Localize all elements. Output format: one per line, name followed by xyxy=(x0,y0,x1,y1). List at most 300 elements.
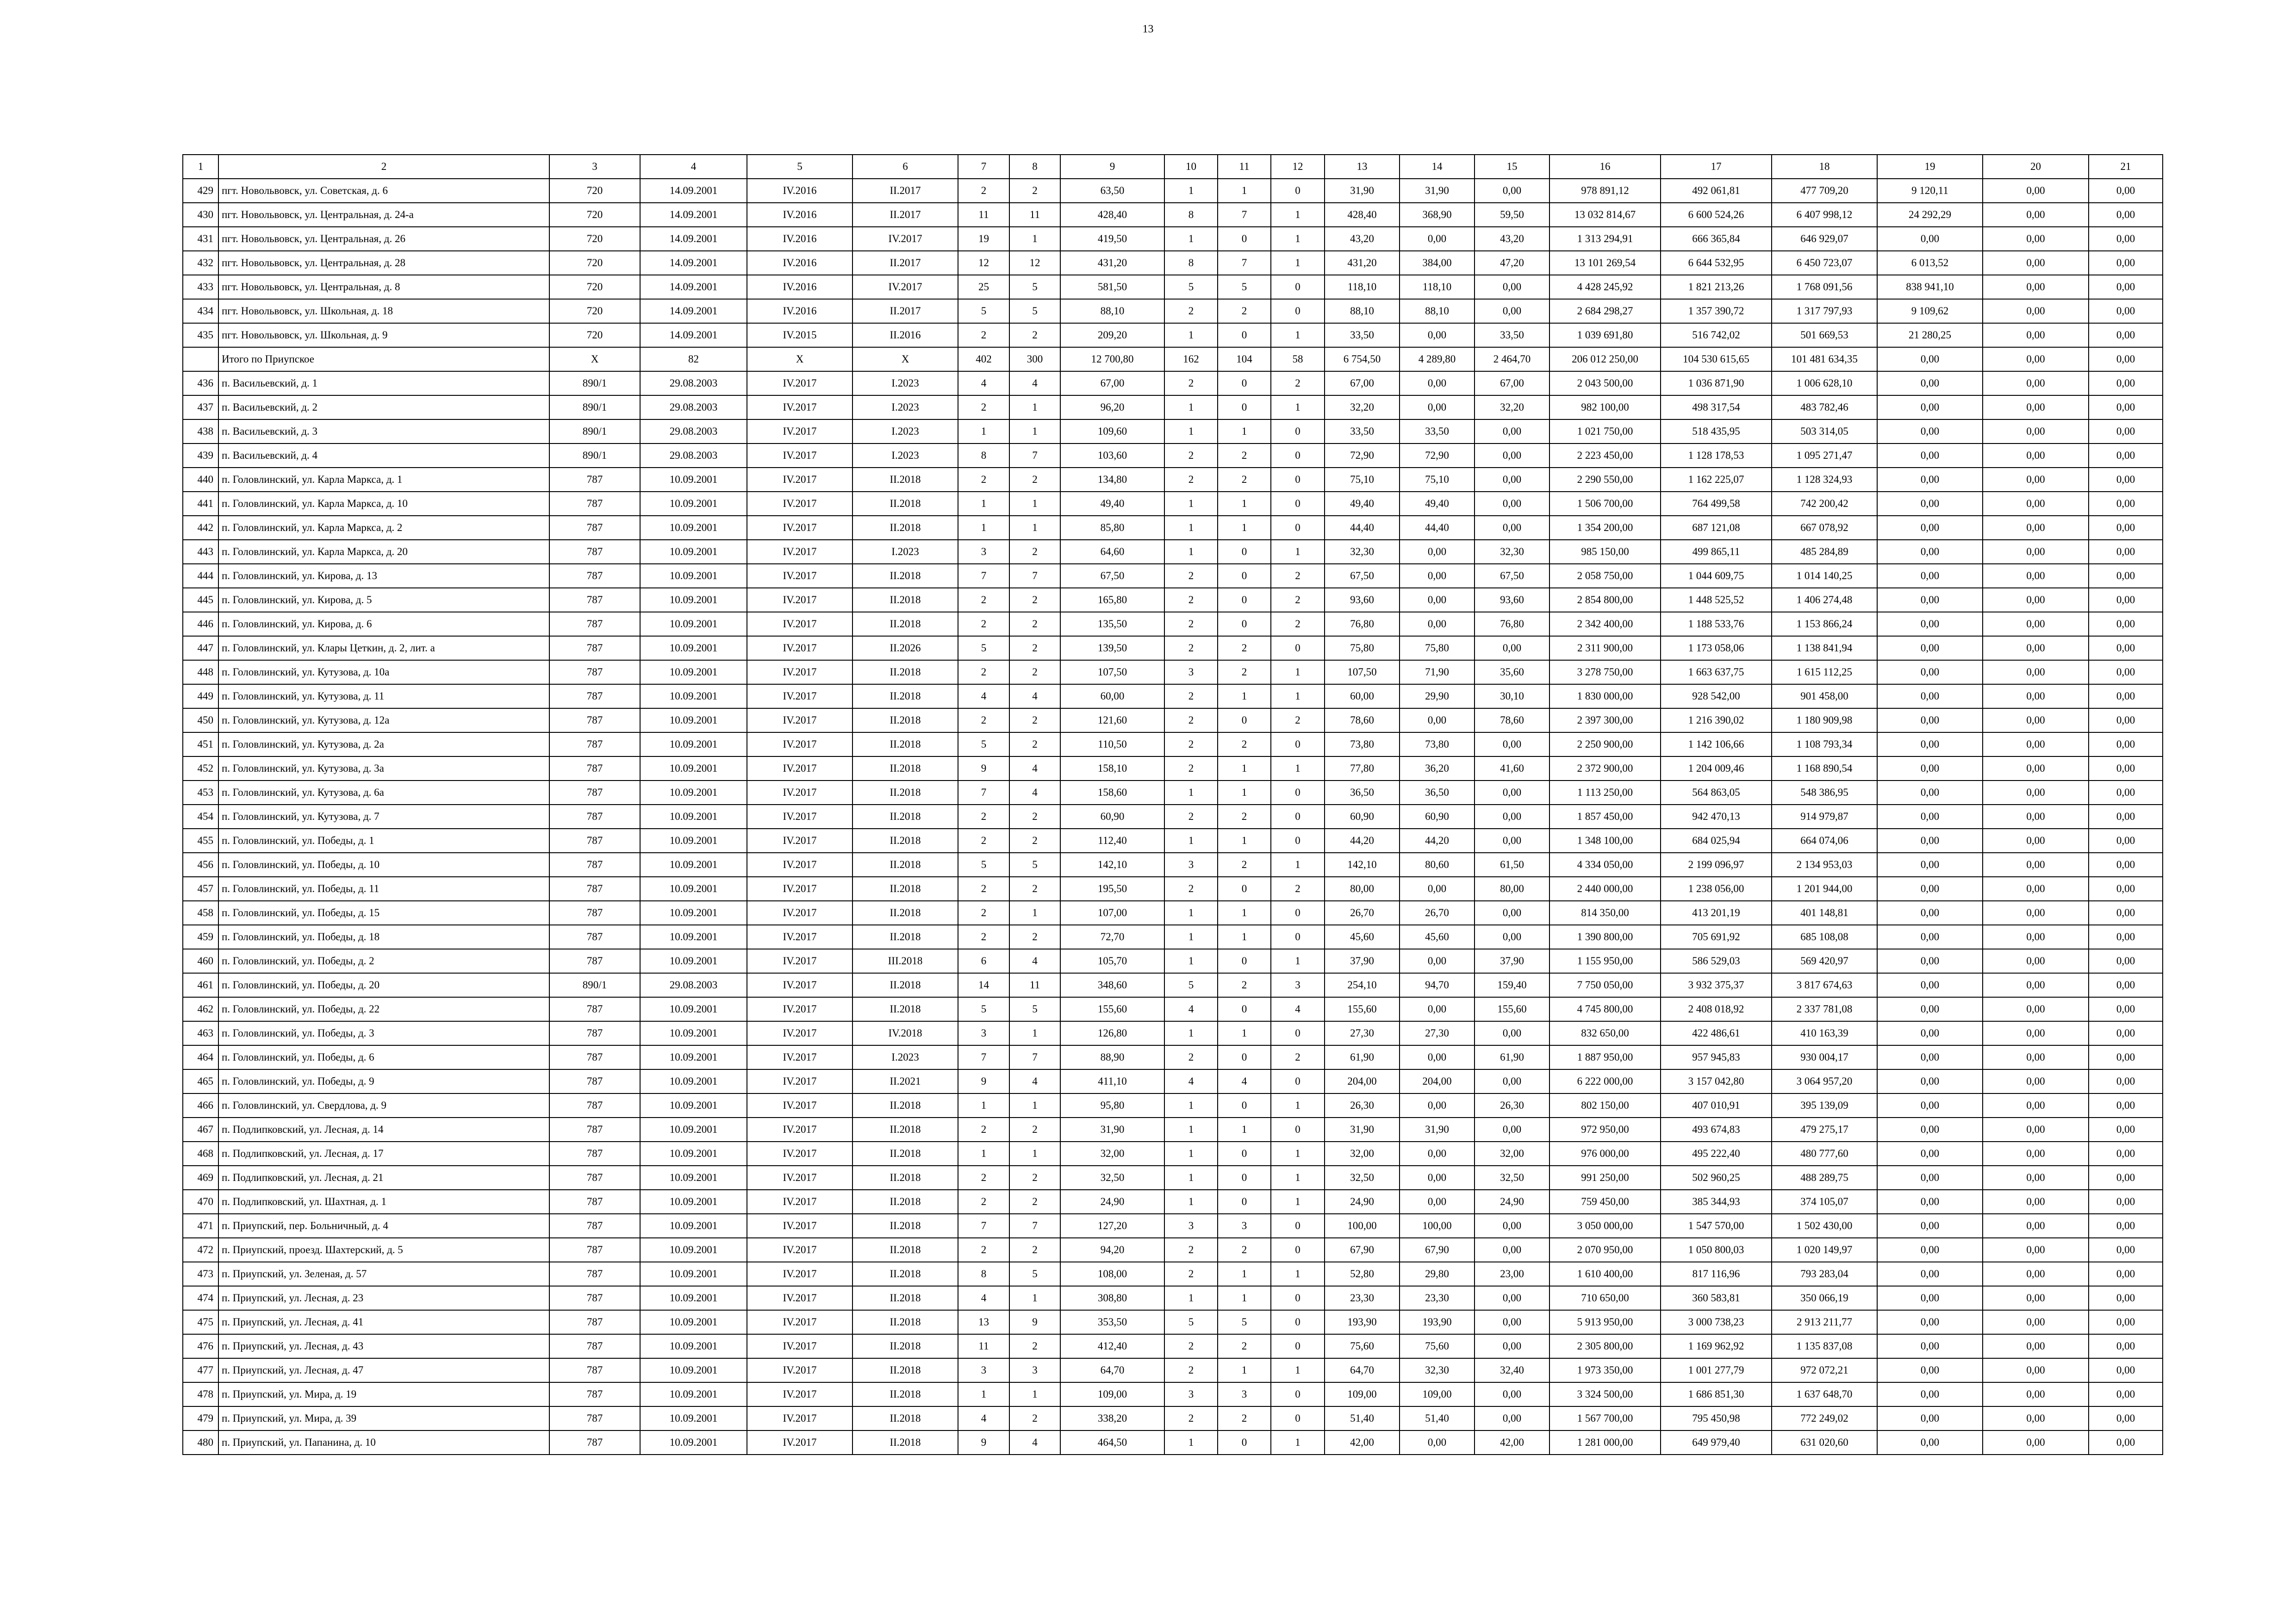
table-cell: 456 xyxy=(183,853,218,877)
table-cell: 0,00 xyxy=(1983,1142,2089,1166)
table-cell: 445 xyxy=(183,588,218,612)
table-cell: п. Головлинский, ул. Клары Цеткин, д. 2, лит. а xyxy=(218,636,549,660)
table-cell: 0,00 xyxy=(1877,684,1983,708)
table-cell: 2 xyxy=(958,925,1009,949)
table-cell: 10.09.2001 xyxy=(640,1190,747,1214)
column-number-cell: 9 xyxy=(1060,155,1164,179)
column-number-row xyxy=(183,155,2163,179)
table-cell: 0,00 xyxy=(2089,347,2163,371)
table-cell: IV.2017 xyxy=(747,1286,852,1310)
table-cell: 67,50 xyxy=(1475,564,1549,588)
table-cell: 473 xyxy=(183,1262,218,1286)
table-cell: 759 450,00 xyxy=(1549,1190,1661,1214)
table-cell: п. Приупский, ул. Мира, д. 39 xyxy=(218,1406,549,1430)
table-row xyxy=(183,1286,2163,1310)
table-cell: 384,00 xyxy=(1400,251,1475,275)
table-cell: 498 317,54 xyxy=(1661,395,1772,419)
table-cell: 454 xyxy=(183,805,218,829)
table-cell: 10.09.2001 xyxy=(640,853,747,877)
table-row xyxy=(183,540,2163,564)
table-cell: 787 xyxy=(549,1142,640,1166)
table-cell: 155,60 xyxy=(1060,997,1164,1021)
table-cell: 2 xyxy=(1009,925,1060,949)
table-cell: п. Приупский, ул. Мира, д. 19 xyxy=(218,1382,549,1406)
table-cell: 32,50 xyxy=(1475,1166,1549,1190)
table-cell: 1 xyxy=(958,1382,1009,1406)
table-cell: 0,00 xyxy=(2089,1286,2163,1310)
table-cell: 5 xyxy=(958,636,1009,660)
table-cell: 0,00 xyxy=(1983,684,2089,708)
table-cell: 461 xyxy=(183,973,218,997)
table-cell: 0,00 xyxy=(1877,1021,1983,1045)
table-cell: 6 222 000,00 xyxy=(1549,1069,1661,1093)
table-cell: 385 344,93 xyxy=(1661,1190,1772,1214)
table-cell: 26,30 xyxy=(1475,1093,1549,1118)
table-cell: 4 xyxy=(1218,1069,1271,1093)
table-cell: 459 xyxy=(183,925,218,949)
table-row xyxy=(183,251,2163,275)
table-cell: 787 xyxy=(549,708,640,732)
table-cell: 972 950,00 xyxy=(1549,1118,1661,1142)
table-cell: 419,50 xyxy=(1060,227,1164,251)
table-cell: 77,80 xyxy=(1325,756,1400,781)
table-cell: 134,80 xyxy=(1060,468,1164,492)
table-cell: 75,60 xyxy=(1400,1334,1475,1358)
table-cell: 1 281 000,00 xyxy=(1549,1430,1661,1455)
table-cell: Итого по Приупское xyxy=(218,347,549,371)
table-cell: 4 xyxy=(1271,997,1325,1021)
table-cell: 29.08.2003 xyxy=(640,973,747,997)
table-cell: 0,00 xyxy=(1983,1021,2089,1045)
table-cell: 24,90 xyxy=(1060,1190,1164,1214)
table-cell: 0,00 xyxy=(1475,468,1549,492)
table-cell: 0,00 xyxy=(2089,1166,2163,1190)
table-cell: 2 xyxy=(1009,660,1060,684)
table-cell: 10.09.2001 xyxy=(640,805,747,829)
table-cell: 0,00 xyxy=(1983,949,2089,973)
column-number-cell: 20 xyxy=(1983,155,2089,179)
table-cell: IV.2017 xyxy=(747,853,852,877)
table-cell: 80,00 xyxy=(1475,877,1549,901)
table-cell: 649 979,40 xyxy=(1661,1430,1772,1455)
table-cell: пгт. Новольвовск, ул. Центральная, д. 8 xyxy=(218,275,549,299)
column-number-cell: 2 xyxy=(218,155,549,179)
column-number-cell: 8 xyxy=(1009,155,1060,179)
table-cell: 2 xyxy=(1009,179,1060,203)
table-cell: 1 686 851,30 xyxy=(1661,1382,1772,1406)
table-cell: IV.2017 xyxy=(747,877,852,901)
table-cell: 0,00 xyxy=(1475,1238,1549,1262)
table-cell: IV.2017 xyxy=(747,1190,852,1214)
table-cell: 2 xyxy=(958,660,1009,684)
table-cell: 787 xyxy=(549,1190,640,1214)
table-cell: 360 583,81 xyxy=(1661,1286,1772,1310)
table-cell: 0,00 xyxy=(1983,1406,2089,1430)
table-cell: 0,00 xyxy=(1400,1045,1475,1069)
table-cell: 687 121,08 xyxy=(1661,516,1772,540)
table-row xyxy=(183,1045,2163,1069)
table-row xyxy=(183,1334,2163,1358)
table-cell: 449 xyxy=(183,684,218,708)
table-cell: 0,00 xyxy=(1475,925,1549,949)
table-cell: 10.09.2001 xyxy=(640,636,747,660)
table-cell: 1 610 400,00 xyxy=(1549,1262,1661,1286)
table-cell: 1 xyxy=(1218,781,1271,805)
table-cell: 7 xyxy=(1218,251,1271,275)
table-cell: 787 xyxy=(549,1286,640,1310)
table-cell: 10.09.2001 xyxy=(640,756,747,781)
table-cell: 0,00 xyxy=(1983,973,2089,997)
table-cell: 26,70 xyxy=(1325,901,1400,925)
table-cell: 93,60 xyxy=(1325,588,1400,612)
table-cell: 135,50 xyxy=(1060,612,1164,636)
table-cell: 458 xyxy=(183,901,218,925)
table-cell: 3 000 738,23 xyxy=(1661,1310,1772,1334)
table-cell: 109,00 xyxy=(1400,1382,1475,1406)
table-cell: 49,40 xyxy=(1325,492,1400,516)
table-cell: 569 420,97 xyxy=(1772,949,1877,973)
table-cell: II.2017 xyxy=(852,203,958,227)
table-cell: 1 973 350,00 xyxy=(1549,1358,1661,1382)
table-cell: 51,40 xyxy=(1325,1406,1400,1430)
table-cell: 443 xyxy=(183,540,218,564)
table-cell: 59,50 xyxy=(1475,203,1549,227)
table-cell: 431,20 xyxy=(1060,251,1164,275)
table-cell: 9 109,62 xyxy=(1877,299,1983,323)
table-cell: 0,00 xyxy=(1983,901,2089,925)
table-cell: 0,00 xyxy=(1400,612,1475,636)
table-cell: 45,60 xyxy=(1400,925,1475,949)
table-cell: 0,00 xyxy=(1877,1310,1983,1334)
table-cell: 0,00 xyxy=(1983,612,2089,636)
table-cell: п. Приупский, ул. Лесная, д. 41 xyxy=(218,1310,549,1334)
table-cell: 45,60 xyxy=(1325,925,1400,949)
table-cell: 1 044 609,75 xyxy=(1661,564,1772,588)
table-cell: II.2018 xyxy=(852,1142,958,1166)
table-cell: 0,00 xyxy=(2089,468,2163,492)
table-cell: 985 150,00 xyxy=(1549,540,1661,564)
table-cell: 787 xyxy=(549,1310,640,1334)
table-row xyxy=(183,805,2163,829)
table-cell: 0,00 xyxy=(1877,1045,1983,1069)
table-cell: 127,20 xyxy=(1060,1214,1164,1238)
table-cell: 0,00 xyxy=(2089,1214,2163,1238)
table-cell: 0 xyxy=(1271,299,1325,323)
table-cell: 548 386,95 xyxy=(1772,781,1877,805)
table-cell: 61,50 xyxy=(1475,853,1549,877)
table-cell: 0,00 xyxy=(1983,203,2089,227)
table-cell: 802 150,00 xyxy=(1549,1093,1661,1118)
table-cell: 67,00 xyxy=(1060,371,1164,395)
table-cell: 0,00 xyxy=(1983,636,2089,660)
table-cell: 10.09.2001 xyxy=(640,1430,747,1455)
table-cell: п. Головлинский, ул. Победы, д. 22 xyxy=(218,997,549,1021)
table-cell: 787 xyxy=(549,1358,640,1382)
table-cell: 7 xyxy=(1009,564,1060,588)
table-cell: 0,00 xyxy=(1983,347,2089,371)
table-cell: 4 xyxy=(1009,1069,1060,1093)
table-cell: 0 xyxy=(1271,732,1325,756)
table-row xyxy=(183,419,2163,443)
table-cell: 787 xyxy=(549,901,640,925)
table-cell: 0,00 xyxy=(1877,564,1983,588)
table-cell: 493 674,83 xyxy=(1661,1118,1772,1142)
table-cell: 2 xyxy=(1164,564,1218,588)
table-cell: 61,90 xyxy=(1475,1045,1549,1069)
table-cell: 0,00 xyxy=(1877,1286,1983,1310)
table-cell: IV.2016 xyxy=(747,275,852,299)
table-cell: 472 xyxy=(183,1238,218,1262)
table-cell: 14.09.2001 xyxy=(640,203,747,227)
table-cell: 3 932 375,37 xyxy=(1661,973,1772,997)
table-cell: 2 xyxy=(1218,732,1271,756)
table-cell: 787 xyxy=(549,877,640,901)
table-cell: 2 311 900,00 xyxy=(1549,636,1661,660)
table-cell: п. Приупский, пер. Больничный, д. 4 xyxy=(218,1214,549,1238)
table-cell: 6 450 723,07 xyxy=(1772,251,1877,275)
table-cell: 1 xyxy=(1218,1118,1271,1142)
table-cell: 2 223 450,00 xyxy=(1549,443,1661,468)
column-number-cell: 13 xyxy=(1325,155,1400,179)
table-cell: 480 777,60 xyxy=(1772,1142,1877,1166)
table-cell: 0,00 xyxy=(2089,419,2163,443)
table-cell: п. Головлинский, ул. Кутузова, д. 11 xyxy=(218,684,549,708)
table-cell: 1 xyxy=(1009,395,1060,419)
table-cell: 501 669,53 xyxy=(1772,323,1877,347)
table-cell: 0,00 xyxy=(1983,419,2089,443)
table-cell: 914 979,87 xyxy=(1772,805,1877,829)
table-cell: 3 xyxy=(958,1021,1009,1045)
table-cell: 109,00 xyxy=(1060,1382,1164,1406)
table-cell: 436 xyxy=(183,371,218,395)
table-cell: 787 xyxy=(549,540,640,564)
table-cell: 1 xyxy=(1009,901,1060,925)
table-cell: пгт. Новольвовск, ул. Центральная, д. 28 xyxy=(218,251,549,275)
table-cell: 4 428 245,92 xyxy=(1549,275,1661,299)
table-cell: 0,00 xyxy=(1877,371,1983,395)
table-cell: 2 xyxy=(1218,1334,1271,1358)
table-cell: 1 xyxy=(1218,901,1271,925)
table-cell: 0 xyxy=(1218,1093,1271,1118)
table-cell: 431,20 xyxy=(1325,251,1400,275)
table-cell: 52,80 xyxy=(1325,1262,1400,1286)
page-number: 13 xyxy=(1142,23,1154,35)
table-cell: 37,90 xyxy=(1325,949,1400,973)
table-cell: 667 078,92 xyxy=(1772,516,1877,540)
table-cell: 29.08.2003 xyxy=(640,419,747,443)
table-cell: 4 xyxy=(958,371,1009,395)
table-cell: 155,60 xyxy=(1325,997,1400,1021)
table-cell: 44,40 xyxy=(1400,516,1475,540)
table-cell: 72,90 xyxy=(1325,443,1400,468)
table-cell: 368,90 xyxy=(1400,203,1475,227)
table-cell: 586 529,03 xyxy=(1661,949,1772,973)
table-cell: 720 xyxy=(549,299,640,323)
table-cell: II.2018 xyxy=(852,1358,958,1382)
table-cell: 787 xyxy=(549,1406,640,1430)
table-cell: 103,60 xyxy=(1060,443,1164,468)
table-cell: 1 xyxy=(1218,1021,1271,1045)
table-cell: 1 xyxy=(1009,1382,1060,1406)
table-cell: III.2018 xyxy=(852,949,958,973)
table-cell: IV.2017 xyxy=(747,1093,852,1118)
table-cell: 0,00 xyxy=(1475,492,1549,516)
table-cell: 0,00 xyxy=(1877,395,1983,419)
table-row xyxy=(183,323,2163,347)
table-cell: 787 xyxy=(549,492,640,516)
table-cell: 7 xyxy=(958,781,1009,805)
table-cell: 1 128 324,93 xyxy=(1772,468,1877,492)
table-cell: 1 xyxy=(1218,492,1271,516)
table-cell: 942 470,13 xyxy=(1661,805,1772,829)
table-cell: 0,00 xyxy=(1877,1190,1983,1214)
table-cell: 109,60 xyxy=(1060,419,1164,443)
table-cell: 1 238 056,00 xyxy=(1661,877,1772,901)
table-cell: 0,00 xyxy=(1983,443,2089,468)
table-cell: 10.09.2001 xyxy=(640,708,747,732)
table-cell: 720 xyxy=(549,227,640,251)
table-cell: 63,50 xyxy=(1060,179,1164,203)
table-cell: IV.2017 xyxy=(747,660,852,684)
table-row xyxy=(183,371,2163,395)
table-cell: 10.09.2001 xyxy=(640,1334,747,1358)
table-cell: 451 xyxy=(183,732,218,756)
table-cell: п. Васильевский, д. 2 xyxy=(218,395,549,419)
table-cell: 0,00 xyxy=(1983,1238,2089,1262)
table-cell: 29.08.2003 xyxy=(640,443,747,468)
table-cell: 13 101 269,54 xyxy=(1549,251,1661,275)
table-cell: 0 xyxy=(1271,1238,1325,1262)
table-cell: 0,00 xyxy=(1475,1334,1549,1358)
table-cell: 32,50 xyxy=(1060,1166,1164,1190)
table-cell: 814 350,00 xyxy=(1549,901,1661,925)
table-cell: 1 xyxy=(958,492,1009,516)
table-cell: 428,40 xyxy=(1325,203,1400,227)
table-row xyxy=(183,660,2163,684)
table-cell: 80,60 xyxy=(1400,853,1475,877)
table-cell: 10.09.2001 xyxy=(640,1093,747,1118)
table-cell: 19 xyxy=(958,227,1009,251)
table-cell: 1 xyxy=(1218,925,1271,949)
table-cell: 0,00 xyxy=(2089,1142,2163,1166)
table-cell: 2 xyxy=(958,708,1009,732)
table-cell: II.2018 xyxy=(852,973,958,997)
table-cell: 2 xyxy=(1164,1406,1218,1430)
table-cell: 428,40 xyxy=(1060,203,1164,227)
table-cell: IV.2016 xyxy=(747,227,852,251)
table-cell: 1 173 058,06 xyxy=(1661,636,1772,660)
table-cell: 503 314,05 xyxy=(1772,419,1877,443)
table-cell: 631 020,60 xyxy=(1772,1430,1877,1455)
table-cell: 1 637 648,70 xyxy=(1772,1382,1877,1406)
table-cell: 0,00 xyxy=(2089,299,2163,323)
table-cell: 31,90 xyxy=(1400,179,1475,203)
table-cell: 78,60 xyxy=(1325,708,1400,732)
table-row xyxy=(183,997,2163,1021)
table-cell: 72,70 xyxy=(1060,925,1164,949)
table-cell: 444 xyxy=(183,564,218,588)
table-row xyxy=(183,1310,2163,1334)
table-cell: 1 020 149,97 xyxy=(1772,1238,1877,1262)
table-cell: 3 xyxy=(1164,1214,1218,1238)
table-cell: 0,00 xyxy=(1475,1214,1549,1238)
table-cell: 1 xyxy=(1164,901,1218,925)
table-cell: IV.2017 xyxy=(747,901,852,925)
table-cell: 1 663 637,75 xyxy=(1661,660,1772,684)
table-cell: 32,00 xyxy=(1325,1142,1400,1166)
table-cell: 10.09.2001 xyxy=(640,901,747,925)
table-cell: IV.2017 xyxy=(852,275,958,299)
table-cell: 413 201,19 xyxy=(1661,901,1772,925)
table-cell: 1 567 700,00 xyxy=(1549,1406,1661,1430)
table-cell: 0 xyxy=(1218,1142,1271,1166)
table-cell: 24,90 xyxy=(1325,1190,1400,1214)
table-cell: II.2018 xyxy=(852,1310,958,1334)
column-number-cell: 15 xyxy=(1475,155,1549,179)
table-cell: 2 199 096,97 xyxy=(1661,853,1772,877)
table-cell: п. Васильевский, д. 1 xyxy=(218,371,549,395)
table-cell: 720 xyxy=(549,179,640,203)
table-cell: 8 xyxy=(958,1262,1009,1286)
table-cell: 684 025,94 xyxy=(1661,829,1772,853)
table-cell: 1 xyxy=(1164,323,1218,347)
table-cell: 7 xyxy=(958,1214,1009,1238)
table-cell: 10.09.2001 xyxy=(640,1286,747,1310)
table-cell: II.2018 xyxy=(852,1430,958,1455)
table-cell: IV.2017 xyxy=(747,684,852,708)
table-cell: 492 061,81 xyxy=(1661,179,1772,203)
table-cell: 0,00 xyxy=(2089,1190,2163,1214)
table-cell: 31,90 xyxy=(1325,1118,1400,1142)
table-cell: 2 xyxy=(1271,708,1325,732)
table-cell: 1 xyxy=(1164,179,1218,203)
table-cell: 0,00 xyxy=(2089,1093,2163,1118)
table-cell: 32,30 xyxy=(1475,540,1549,564)
table-cell: 0,00 xyxy=(1983,1045,2089,1069)
table-row xyxy=(183,781,2163,805)
table-cell: 31,90 xyxy=(1060,1118,1164,1142)
table-cell: п. Головлинский, ул. Победы, д. 1 xyxy=(218,829,549,853)
table-cell: 1 830 000,00 xyxy=(1549,684,1661,708)
table-cell: п. Головлинский, ул. Победы, д. 18 xyxy=(218,925,549,949)
table-cell: пгт. Новольвовск, ул. Центральная, д. 24-а xyxy=(218,203,549,227)
table-cell: 10.09.2001 xyxy=(640,1118,747,1142)
table-cell: 29,80 xyxy=(1400,1262,1475,1286)
table-cell: IV.2017 xyxy=(747,973,852,997)
table-cell: 1 169 962,92 xyxy=(1661,1334,1772,1358)
table-cell: X xyxy=(549,347,640,371)
table-cell: 787 xyxy=(549,1069,640,1093)
table-cell: 0,00 xyxy=(1983,540,2089,564)
table-cell: 442 xyxy=(183,516,218,540)
table-cell: 338,20 xyxy=(1060,1406,1164,1430)
column-number-cell: 14 xyxy=(1400,155,1475,179)
table-cell: 32,00 xyxy=(1475,1142,1549,1166)
table-cell: 109,00 xyxy=(1325,1382,1400,1406)
table-cell: 0,00 xyxy=(2089,371,2163,395)
table-cell: 0,00 xyxy=(1475,443,1549,468)
table-cell: 2 xyxy=(1218,973,1271,997)
table-cell: IV.2017 xyxy=(747,1045,852,1069)
table-cell: 787 xyxy=(549,781,640,805)
table-cell: 47,20 xyxy=(1475,251,1549,275)
table-cell: 5 xyxy=(1218,1310,1271,1334)
table-cell: 0 xyxy=(1218,588,1271,612)
table-cell: 9 xyxy=(958,1430,1009,1455)
table-row xyxy=(183,877,2163,901)
table-cell: 0,00 xyxy=(2089,275,2163,299)
table-cell: 435 xyxy=(183,323,218,347)
